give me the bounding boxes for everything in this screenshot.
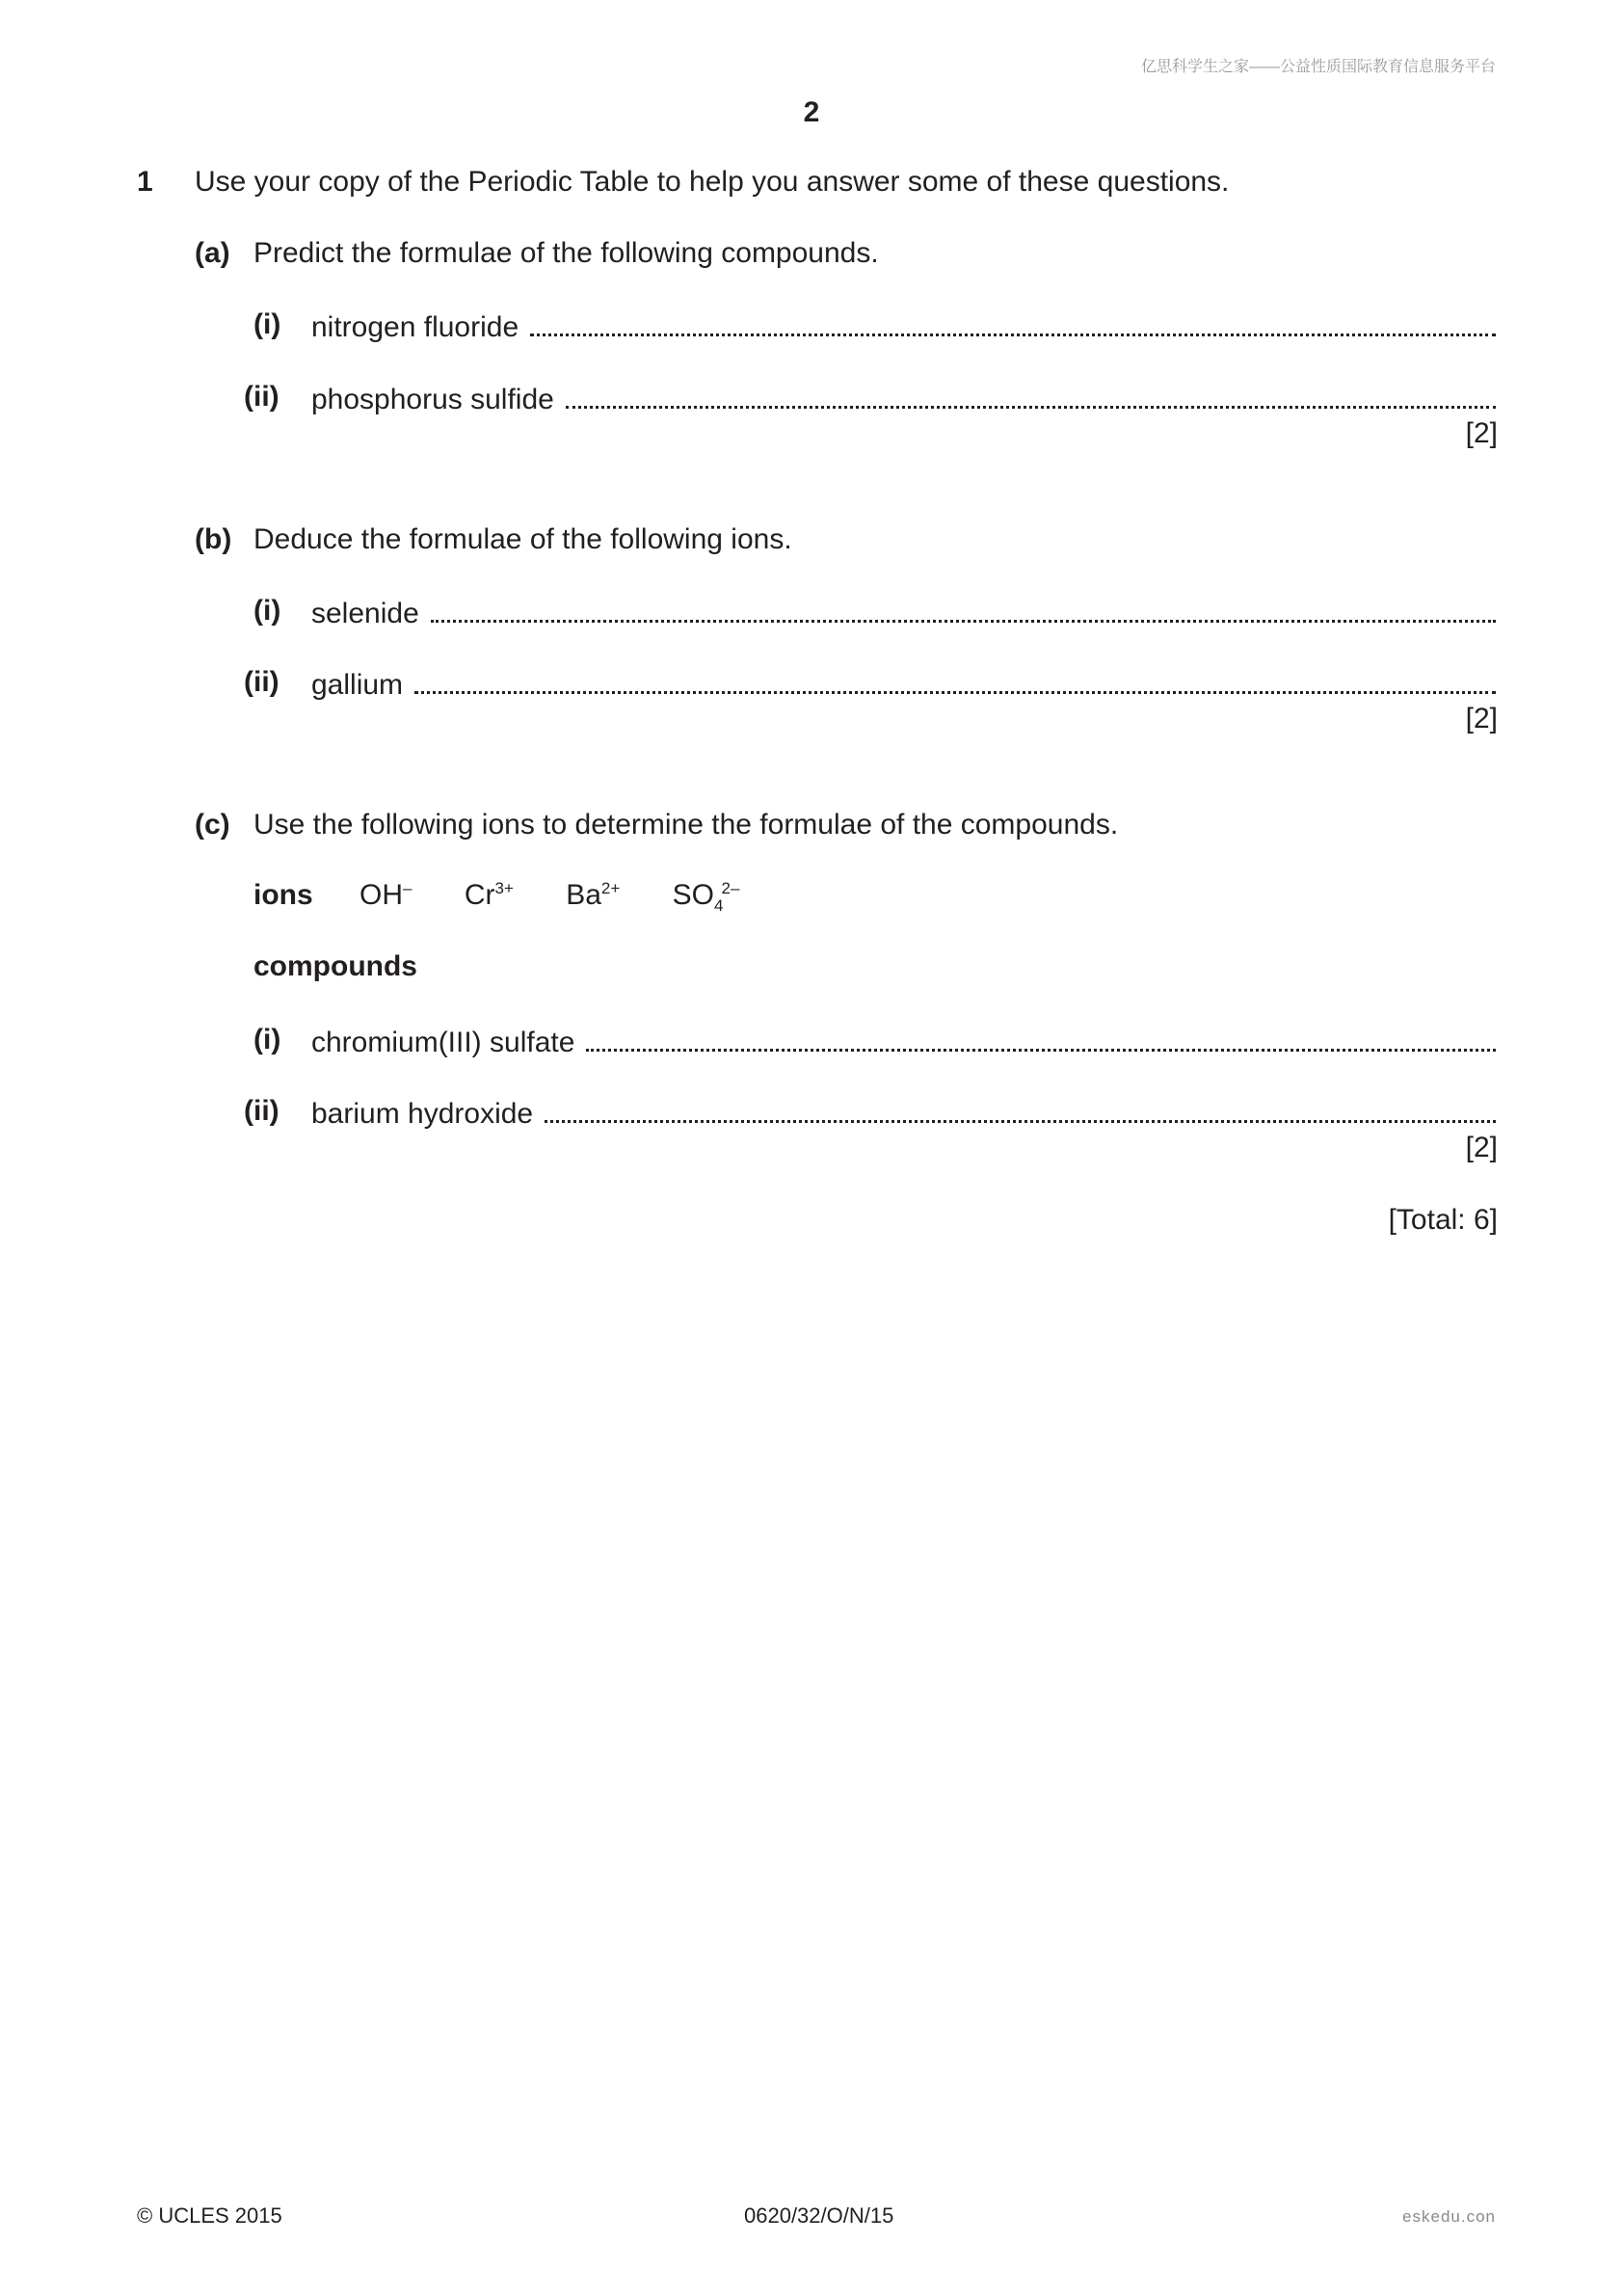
answer-line-a-i[interactable] (253, 308, 1496, 347)
sub-label: (i) (253, 595, 281, 627)
item-text: chromium(III) sulfate (311, 1027, 575, 1058)
answer-dots[interactable] (431, 595, 1496, 623)
sub-label: (ii) (244, 666, 279, 698)
ions-row (253, 879, 739, 916)
marks-a: [2] (1465, 417, 1498, 449)
item-text: phosphorus sulfide (311, 384, 554, 415)
answer-line-b-ii[interactable] (244, 666, 1496, 705)
part-b-text: Deduce the formulae of the following ions. (253, 523, 792, 555)
page-number: 2 (803, 96, 820, 128)
answer-line-c-ii[interactable] (244, 1095, 1496, 1134)
item-text: selenide (311, 598, 419, 629)
sub-label: (i) (253, 1024, 281, 1055)
watermark-header: 亿思科学生之家——公益性质国际教育信息服务平台 (1140, 59, 1496, 75)
part-b-label: (b) (195, 523, 232, 555)
footer-code: 0620/32/O/N/15 (744, 2203, 894, 2228)
question-number: 1 (137, 166, 153, 198)
marks-b: [2] (1465, 703, 1498, 734)
answer-dots[interactable] (586, 1024, 1496, 1052)
part-a-label: (a) (195, 237, 230, 269)
sub-label: (ii) (244, 1095, 279, 1127)
footer-copyright: © UCLES 2015 (137, 2203, 282, 2228)
item-text: barium hydroxide (311, 1098, 534, 1130)
part-c-text: Use the following ions to determine the formulae of the compounds. (253, 809, 1119, 841)
item-text: gallium (311, 669, 404, 701)
ion-barium: $Ba^{2+}$ (566, 879, 621, 911)
answer-line-a-ii[interactable] (244, 381, 1496, 419)
part-a-text: Predict the formulae of the following compounds. (253, 237, 879, 269)
ion-hydroxide: OH– (359, 879, 412, 911)
compounds-label: compounds (253, 950, 417, 982)
total-marks: [Total: 6] (1388, 1204, 1498, 1236)
answer-dots[interactable] (545, 1095, 1496, 1123)
footer-site: eskedu.con (1402, 2207, 1496, 2226)
answer-line-b-i[interactable] (253, 595, 1496, 633)
ion-chromium: $Cr^{3+}$ (464, 879, 514, 911)
sub-label: (i) (253, 308, 281, 340)
answer-dots[interactable] (530, 308, 1496, 336)
answer-line-c-i[interactable] (253, 1024, 1496, 1062)
answer-dots[interactable] (414, 666, 1496, 694)
ion-sulfate: $SO_4^{2-}$ (672, 879, 740, 915)
sub-label: (ii) (244, 381, 279, 413)
marks-c: [2] (1465, 1132, 1498, 1163)
item-text: nitrogen fluoride (311, 311, 519, 343)
question-stem: Use your copy of the Periodic Table to help you answer some of these questions. (195, 166, 1230, 198)
answer-dots[interactable] (566, 381, 1496, 409)
part-c-label: (c) (195, 809, 230, 841)
ions-label: ions (253, 879, 313, 911)
